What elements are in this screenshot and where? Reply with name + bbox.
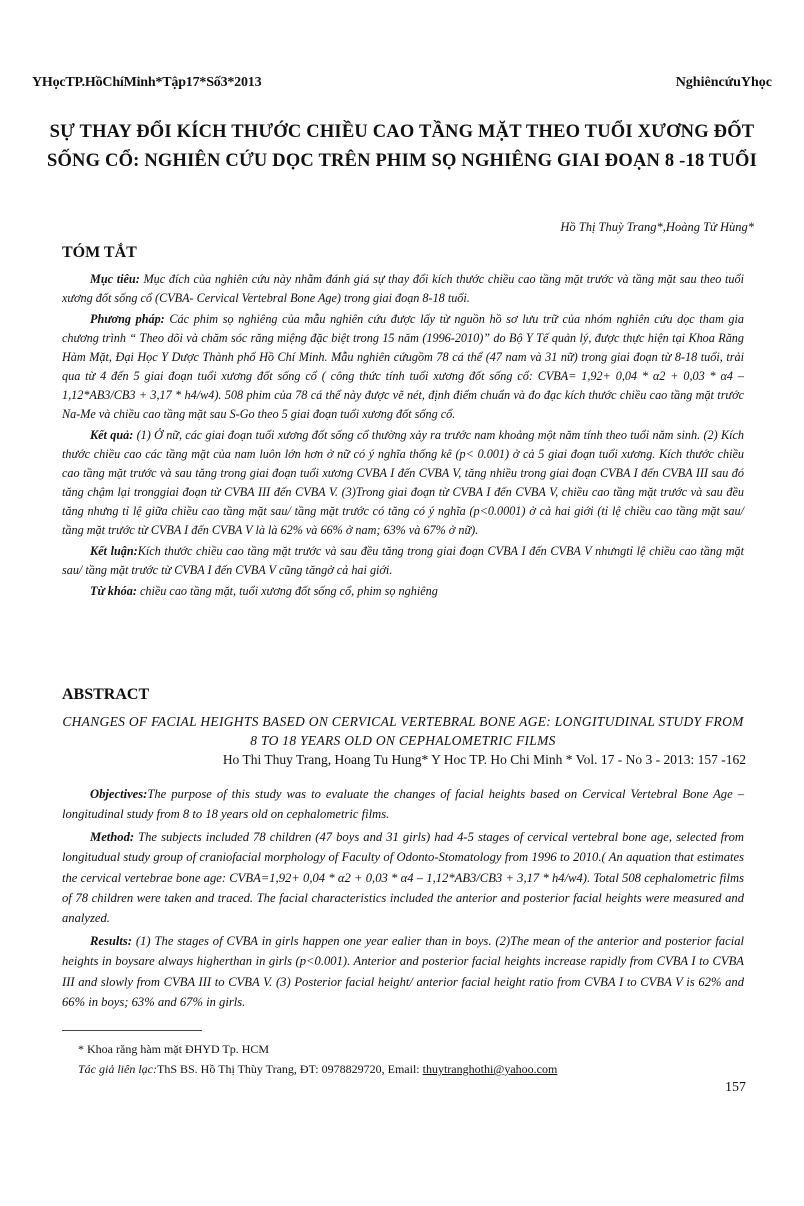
vn-keywords-text: chiều cao tầng mặt, tuổi xương đốt sống cổ, phim sọ nghiêng (136, 584, 438, 598)
en-objectives-label: Objectives: (90, 787, 148, 801)
contact-footnote (78, 1062, 557, 1077)
vn-method-paragraph (62, 310, 744, 424)
running-header (32, 75, 772, 97)
vn-method-text: Các phim sọ nghiêng của mẫu nghiên cứu được lấy từ nguồn hồ sơ lưu trữ của nhóm nghiên cứu dọc tham gia chương trình “ Theo dõi và chăm sóc răng miệng đặc biệt trong 15 năm (1996-2010)” do Bộ Y Tế quản lý, được thực hiện tại Khoa Răng Hàm Mặt, Đại Học Y Dược Thành phố Hồ Chí Minh. Mẫu nghiên cứugồm 78 cá thể (47 nam và 31 nữ) trong giai đoạn từ 8-18 tuổi, trải qua từ 4 đến 5 giai đoạn tuổi xương đốt sống cổ ( công thức tính tuổi xương đốt sống cổ: CVBA= 1,92+ 0,04 * α2 + 0,03 * α4 –1,12*AB3/CB3 + 3,17 * h4/w4). 508 phim của 78 cá thể này được vẽ nét, định điểm chuẩn và đo đạc kích thước chiều cao tầng mặt trước Na-Me và chiều cao tầng mặt sau S-Go theo 5 giai đoạn tuổi xương đốt sống cổ. (62, 312, 744, 421)
affiliation-footnote: * Khoa răng hàm mặt ĐHYD Tp. HCM (78, 1042, 270, 1056)
contact-label: Tác giả liên lạc: (78, 1062, 157, 1076)
vn-method-label: Phương pháp: (90, 312, 165, 326)
en-article-title: CHANGES OF FACIAL HEIGHTS BASED ON CERVICAL VERTEBRAL BONE AGE: LONGITUDINAL STUDY FROM 8 TO 18 YEARS OLD ON CEPHALOMETRIC FILMS (62, 714, 744, 748)
en-objectives-text: The purpose of this study was to evaluate the changes of facial heights based on Cervical Vertebral Bone Age – longitudinal study from 8 to 18 years old on cephalometric films. (62, 787, 744, 822)
author-list: Hồ Thị Thuỳ Trang*,Hoàng Tử Hùng* (560, 220, 754, 234)
vn-results-text: (1) Ở nữ, các giai đoạn tuổi xương đốt sống cổ thường xảy ra trước nam khoảng một năm tính theo tuổi năm sinh. (2) Kích thước chiều cao các tầng mặt của nam luôn lớn hơn ở nữ có ý nghĩa thống kê (p< 0.001) ở cả 5 giai đoạn tuổi xương. Kích thước chiều cao tầng mặt trước và sau tăng trong giai đoạn tuổi xương CVBA I đến CVBA V, tăng nhiều trong giai đoạn CVBA I đến CVBA III sau đó tăng chậm lại tronggiai đoạn từ CVBA III đến CVBA V. (3)Trong giai đoạn từ CVBA I đến CVBA V, chiều cao tầng mặt trước và sau đều tăng nhưng tỉ lệ giữa chiều cao tầng mặt sau/ tầng mặt trước có tăng có ý nghĩa (p<0.0001) ở cả hai giới (tỉ lệ chiều cao tầng mặt sau/ tầng mặt trước từ CVBA I đến CVBA V là là 62% và 66% ở nam; 63% và 67% ở nữ). (62, 428, 744, 537)
vn-objective-label: Mục tiêu: (90, 272, 140, 286)
vn-abstract-heading: TÓM TẮT (62, 244, 137, 261)
en-method-text: The subjects included 78 children (47 boys and 31 girls) had 4-5 stages of cervical vertebral bone age, selected from longitudual study group of craniofacial morphology of Faculty of Odonto-Stomatology from 1996 to 2010.( An aquation that estimates the cervical vertebrae bone age: CVBA=1,92+ 0,04 * α2 + 0,03 * α4 – 1,12*AB3/CB3 + 3,17 * h4/w4). Total 508 cephalometric films of 78 children were taken and traced. The facial characteristics included the anterior and posterior facial heights were measured and analyzed. (62, 829, 744, 926)
article-title: SỰ THAY ĐỔI KÍCH THƯỚC CHIỀU CAO TẦNG MẶT THEO TUỔI XƯƠNG ĐỐT SỐNG CỔ: NGHIÊN CỨU DỌC TRÊN PHIM SỌ NGHIÊNG GIAI ĐOẠN 8 -18 TUỔI (46, 122, 758, 171)
page-number: 157 (725, 1080, 746, 1095)
citation-line: Ho Thi Thuy Trang, Hoang Tu Hung* Y Hoc TP. Ho Chi Minh * Vol. 17 - No 3 - 2013: 157 -162 (222, 752, 746, 767)
vn-conclusion-label: Kết luận: (90, 544, 138, 558)
vn-keywords-paragraph (62, 582, 744, 601)
vn-conclusion-text: Kích thước chiều cao tầng mặt trước và sau đều tăng trong giai đoạn CVBA I đến CVBA V nhưngtỉ lệ chiều cao tầng mặt sau/ tầng mặt trước từ CVBA I đến CVBA V cũng tăngở cả hai giới. (62, 544, 744, 577)
footnote-divider (62, 1030, 202, 1031)
en-results-label: Results: (90, 933, 132, 948)
en-results-paragraph (62, 931, 744, 1013)
vn-objective-paragraph (62, 270, 744, 308)
vn-keywords-label: Từ khóa: (90, 584, 137, 598)
email-link[interactable]: thuytranghothi@yahoo.com (422, 1062, 558, 1076)
vn-objective-text: Mục đích của nghiên cứu này nhằm đánh giá sự thay đổi kích thước chiều cao tầng mặt trước và tầng mặt sau theo tuổi xương đốt sống cổ (CVBA- Cervical Vertebral Bone Age) trong giai đoạn 8-18 tuổi. (62, 272, 744, 305)
en-objectives-paragraph (62, 784, 744, 825)
en-abstract-heading: ABSTRACT (62, 686, 150, 703)
vn-results-label: Kết quả: (90, 428, 134, 442)
contact-text: ThS BS. Hồ Thị Thùy Trang, ĐT: 0978829720, Email: (156, 1062, 423, 1076)
en-abstract-body (62, 784, 744, 1014)
journal-header: YHọcTP.HồChíMinh*Tập17*Số3*2013 (32, 75, 262, 90)
en-method-paragraph (62, 827, 744, 929)
section-header: NghiêncứuYhọc (675, 75, 772, 90)
vn-conclusion-paragraph (62, 542, 744, 580)
en-results-text: (1) The stages of CVBA in girls happen one year ealier than in boys. (2)The mean of the anterior and posterior facial heights in boysare always higherthan in girls (p<0.001). Anterior and posterior facial heights increase rapidly from CVBA I to CVBA III and slowly from CVBA III to CVBA V. (3) Posterior facial height/ anterior facial height ratio from CVBA I to CVBA V is 62% and 66% in boys; 63% and 67% in girls. (62, 933, 744, 1010)
vn-abstract-body (62, 270, 744, 603)
en-method-label: Method: (90, 829, 135, 844)
vn-results-paragraph (62, 426, 744, 540)
